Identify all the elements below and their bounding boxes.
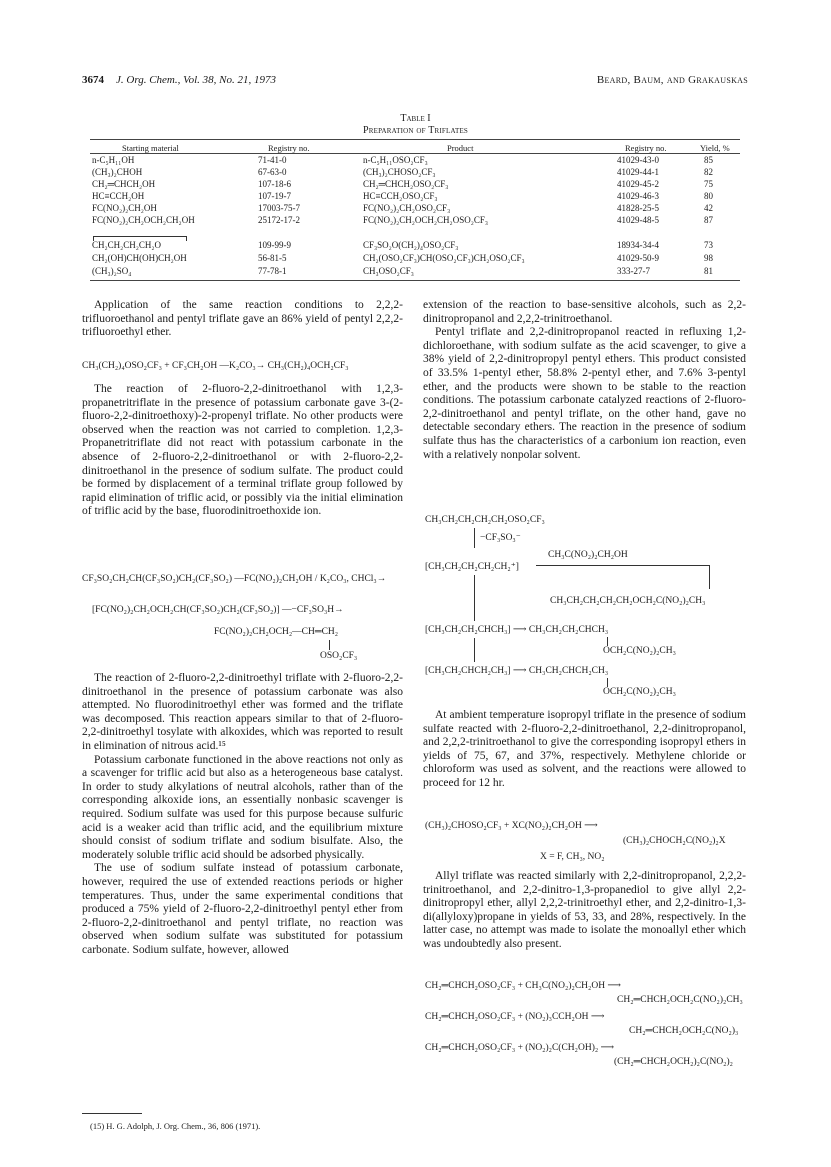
left-column-block-3 xyxy=(82,672,403,957)
scheme-secondary-3-ether: [CH₃CH₂CHCH₂CH₃] ⟶ CH₃CH₂CHCH₂CH₃ xyxy=(425,666,609,676)
table-header-yield: Yield, % xyxy=(700,143,730,153)
paragraph: Pentyl triflate and 2,2-dinitropropanol reacted in refluxing 1,2-dichloroethane, with sodium sulfate as the acid scavenger, to give a 38% yield of 2,2-dinitropropyl pentyl ethers. This product consisted of 33.5% 1-pentyl ether, 58.8% 2-pentyl ether, and 7.6% 3-pentyl ether, and the products were shown to be stable to the reaction conditions. The potassium carbonate catalyzed reactions of 2-fluoro-2,2-dinitroethanol and pentyl triflate, on the other hand, gave no detectable secondary ethers. The reaction in the presence of sodium sulfate thus has the characteristics of a carbonium ion reaction, even with a relatively nonpolar solvent. xyxy=(423,326,746,461)
table-cell: 73 xyxy=(704,240,713,250)
table-cell: 67-63-0 xyxy=(258,167,287,177)
table-cell: CH₂═CHCH₂OH xyxy=(92,179,156,189)
paragraph: Application of the same reaction conditions to 2,2,2-trifluoroethanol and pentyl triflate gave an 86% yield of pentyl 2,2,2-trifluoroethyl ether. xyxy=(82,299,403,339)
paragraph: Allyl triflate was reacted similarly with 2,2-dinitropropanol, 2,2,2-trinitroethanol, and 2,2-dinitro-1,3-propanediol to give allyl 2,2-dinitropropyl ether, allyl 2,2,2-trinitroethyl ether, and 2,2-dinitro-1,3-di(allyloxy)propane in yields of 53, 33, and 28%, respectively. In the latter case, no attempt was made to isolate the monoallyl ether which was undoubtedly also present. xyxy=(423,870,746,950)
right-column xyxy=(423,299,746,462)
table-cell: FC(NO₂)₂CH₂OSO₂CF₃ xyxy=(363,203,451,213)
table-row xyxy=(0,203,831,214)
equation-tritriflate-step2: [FC(NO₂)₂CH₂OCH₂CH(CF₃SO₂)CH₂(CF₃SO₂)] —−CF₃SO₃H→ xyxy=(92,605,344,615)
table-cell: FC(NO₂)₂CH₂OCH₂CH₂OH xyxy=(92,215,195,225)
table-cell: 56-81-5 xyxy=(258,253,287,263)
table-cell: FC(NO₂)₂CH₂OCH₂CH₂OSO₂CF₃ xyxy=(363,215,488,225)
table-cell: CH₂(OSO₂CF₃)CH(OSO₂CF₃)CH₂OSO₂CF₃ xyxy=(363,253,525,263)
scheme-primary-cation: [CH₃CH₂CH₂CH₂CH₂⁺] xyxy=(425,562,519,572)
table-label: Table I xyxy=(400,113,431,124)
table-header-registry-1: Registry no. xyxy=(268,143,310,153)
table-cell: CH₂(OH)CH(OH)CH₂OH xyxy=(92,253,187,263)
footnote: (15) H. G. Adolph, J. Org. Chem., 36, 806 (1971). xyxy=(90,1121,261,1131)
footnote-rule xyxy=(82,1113,142,1114)
table-cell: 71-41-0 xyxy=(258,155,287,165)
paragraph: The reaction of 2-fluoro-2,2-dinitroethyl triflate with 2-fluoro-2,2-dinitroethanol in the presence of potassium carbonate was also attempted. No fluorodinitroethyl ether was formed and the triflate was decomposed. This reaction appears similar to that of 2-fluoro-2,2-dinitroethyl tosylate with alkoxides, which was reported to result in elimination of nitrous acid.¹⁵ xyxy=(82,672,403,752)
table-header-registry-2: Registry no. xyxy=(625,143,667,153)
left-column xyxy=(82,299,403,340)
table-cell: 87 xyxy=(704,215,713,225)
table-cell: (CH₃)₂CHOSO₂CF₃ xyxy=(363,167,436,177)
table-cell: n-C₅H₁₁OH xyxy=(92,155,135,165)
paragraph: Potassium carbonate functioned in the above reactions not only as a scavenger for triflic acid but also as a heterogeneous base catalyst. In order to study alkylations of neutral alcohols, rather than of the corresponding alkoxide ions, an essentially nonbasic scavenger is required. Sodium sulfate was used for this purpose because sulfuric acid is a weaker acid than triflic acid, and the equilibrium mixture should consist of sodium triflate and sodium bisulfate. Also, the moderately soluble triflic acid should be adsorbed physically. xyxy=(82,753,403,861)
page-number: 3674 xyxy=(82,74,104,86)
table-cell: CH₂CH₂CH₂CH₂O xyxy=(92,240,162,250)
table-cell: 81 xyxy=(704,266,713,276)
equation-tritriflate-substituent: OSO₂CF₃ xyxy=(320,651,358,661)
table-cell: 107-19-7 xyxy=(258,191,291,201)
table-cell: 41029-43-0 xyxy=(617,155,659,165)
table-cell: 41029-46-3 xyxy=(617,191,659,201)
table-cell: HC≡CCH₂OH xyxy=(92,191,145,201)
table-cell: CF₃SO₂O(CH₂)₄OSO₂CF₃ xyxy=(363,240,459,250)
equation-isopropyl-reactants: (CH₃)₂CHOSO₂CF₃ + XC(NO₂)₂CH₂OH ⟶ xyxy=(425,821,598,831)
left-column-block-2 xyxy=(82,383,403,519)
table-row xyxy=(0,215,831,226)
right-column-block-3 xyxy=(423,870,746,952)
paragraph: The reaction of 2-fluoro-2,2-dinitroethanol with 1,2,3-propanetritriflate in the presence of potassium carbonate gave 3-(2-fluoro-2,2-dinitroethoxy)-2-propenyl triflate. No other products were observed when the reaction was not carried to completion. 1,2,3-Propanetritriflate did not react with potassium carbonate in the absence of 2-fluoro-2,2-dinitroethanol or with 2-fluoro-2,2-dinitroethanol in the presence of sodium sulfate. The product could be formed by displacement of a terminal triflate group followed by rapid elimination of triflic acid, or possibly via the initial elimination of triflic acid by the base, fluorodinitroethoxide ion. xyxy=(82,383,403,518)
table-header-rule xyxy=(90,153,740,154)
equation-allyl-2-reactants: CH₂═CHCH₂OSO₂CF₃ + (NO₂)₃CCH₂OH ⟶ xyxy=(425,1012,605,1022)
table-row xyxy=(0,179,831,190)
table-cell: (CH₃)₂SO₄ xyxy=(92,266,132,276)
scheme-leaving-group: −CF₃SO₃⁻ xyxy=(480,533,521,543)
equation-tritriflate-step1: CF₃SO₂CH₂CH(CF₃SO₂)CH₂(CF₃SO₂) —FC(NO₂)₂CH₂OH / K₂CO₃, CHCl₃→ xyxy=(82,574,387,584)
table-cell: 41029-48-5 xyxy=(617,215,659,225)
table-cell: n-C₅H₁₁OSO₂CF₃ xyxy=(363,155,428,165)
equation-allyl-1-reactants: CH₂═CHCH₂OSO₂CF₃ + CH₃C(NO₂)₂CH₂OH ⟶ xyxy=(425,981,622,991)
table-cell: 333-27-7 xyxy=(617,266,650,276)
table-cell: 85 xyxy=(704,155,713,165)
table-cell: 17003-75-7 xyxy=(258,203,300,213)
table-cell: CH₃OSO₂CF₃ xyxy=(363,266,414,276)
table-cell: FC(NO₂)₂CH₂OH xyxy=(92,203,157,213)
running-header xyxy=(82,74,748,90)
scheme-pentyl-triflate: CH₃CH₂CH₂CH₂CH₂OSO₂CF₃ xyxy=(425,515,545,525)
journal-citation: J. Org. Chem., Vol. 38, No. 21, 1973 xyxy=(116,74,277,86)
table-cell: 41828-25-5 xyxy=(617,203,659,213)
scheme-ether-substituent: OCH₂C(NO₂)₂CH₃ xyxy=(603,687,676,697)
scheme-primary-ether: CH₃CH₂CH₂CH₂CH₂OCH₂C(NO₂)₂CH₃ xyxy=(550,596,706,606)
paragraph: extension of the reaction to base-sensitive alcohols, such as 2,2-dinitropropanol and 2,2,2-trinitroethanol. xyxy=(423,299,746,325)
table-cell: 42 xyxy=(704,203,713,213)
table-cell: 75 xyxy=(704,179,713,189)
table-cell: 107-18-6 xyxy=(258,179,291,189)
paragraph: At ambient temperature isopropyl triflate in the presence of sodium sulfate reacted with 2-fluoro-2,2-dinitroethanol, 2,2-dinitropropanol, and 2,2,2-trinitroethanol to give the corresponding isopropyl ethers in yields of 75, 67, and 37%, respectively. Methylene chloride or chloroform was used as solvent, and the reactions were allowed to proceed for 12 hr. xyxy=(423,709,746,789)
table-cell: (CH₃)₂CHOH xyxy=(92,167,143,177)
table-row xyxy=(0,266,831,277)
table-cell: 25172-17-2 xyxy=(258,215,300,225)
table-cell: 98 xyxy=(704,253,713,263)
table-row xyxy=(0,155,831,166)
table-cell: 77-78-1 xyxy=(258,266,287,276)
scheme-arrow xyxy=(474,575,475,621)
table-cell: 109-99-9 xyxy=(258,240,291,250)
table-header-product: Product xyxy=(447,143,474,153)
table-header-starting-material: Starting material xyxy=(122,143,179,153)
table-cell: 80 xyxy=(704,191,713,201)
scheme-secondary-2-ether: [CH₃CH₂CH₂CHCH₃] ⟶ CH₃CH₂CH₂CHCH₃ xyxy=(425,625,609,635)
table-row xyxy=(0,240,831,251)
table-bottom-rule xyxy=(90,280,740,281)
table-cell: 18934-34-4 xyxy=(617,240,659,250)
author-names: Beard, Baum, and Grakauskas xyxy=(596,74,748,86)
equation-allyl-3-product: (CH₂═CHCH₂OCH₂)₂C(NO₂)₂ xyxy=(614,1057,733,1067)
table-row xyxy=(0,191,831,202)
bond-line xyxy=(329,640,330,650)
equation-substituent-legend: X = F, CH₃, NO₂ xyxy=(540,852,605,862)
scheme-arrow xyxy=(474,638,475,662)
right-column-block-2 xyxy=(423,709,746,791)
table-top-rule xyxy=(90,139,740,140)
equation-isopropyl-product: (CH₃)₂CHOCH₂C(NO₂)₂X xyxy=(623,836,726,846)
table-cell: 41029-44-1 xyxy=(617,167,659,177)
table-cell: 41029-50-9 xyxy=(617,253,659,263)
equation-pentyl-trifluoroethyl: CH₃(CH₂)₄OSO₂CF₃ + CF₃CH₂OH —K₂CO₃→ CH₃(CH₂)₄OCH₂CF₃ xyxy=(82,361,349,371)
table-cell: CH₂═CHCH₂OSO₂CF₃ xyxy=(363,179,449,189)
equation-allyl-2-product: CH₂═CHCH₂OCH₂C(NO₂)₃ xyxy=(629,1026,739,1036)
paragraph: The use of sodium sulfate instead of potassium carbonate, however, required the use of extended reactions periods or higher temperatures. Thus, under the same experimental conditions that produced a 75% yield of 2-fluoro-2,2-dinitroethyl pentyl ether from 2-fluoro-2,2-dinitroethanol and pentyl triflate, no reaction was observed when sodium sulfate was substituted for potassium carbonate. Sodium sulfate, however, allowed xyxy=(82,862,403,956)
equation-allyl-1-product: CH₂═CHCH₂OCH₂C(NO₂)₂CH₃ xyxy=(617,995,743,1005)
table-cell: 41029-45-2 xyxy=(617,179,659,189)
scheme-arrow xyxy=(536,565,710,566)
table-row xyxy=(0,253,831,264)
scheme-arrow xyxy=(709,565,710,589)
equation-tritriflate-product: FC(NO₂)₂CH₂OCH₂—CH═CH₂ xyxy=(214,627,339,637)
scheme-ether-substituent: OCH₂C(NO₂)₂CH₃ xyxy=(603,646,676,656)
table-row xyxy=(0,167,831,178)
scheme-arrow xyxy=(474,528,475,548)
scheme-reagent: CH₃C(NO₂)₂CH₂OH xyxy=(548,550,628,560)
equation-allyl-3-reactants: CH₂═CHCH₂OSO₂CF₃ + (NO₂)₂C(CH₂OH)₂ ⟶ xyxy=(425,1043,615,1053)
table-cell: HC≡CCH₂OSO₂CF₃ xyxy=(363,191,438,201)
table-cell: 82 xyxy=(704,167,713,177)
table-title: Preparation of Triflates xyxy=(362,125,469,136)
